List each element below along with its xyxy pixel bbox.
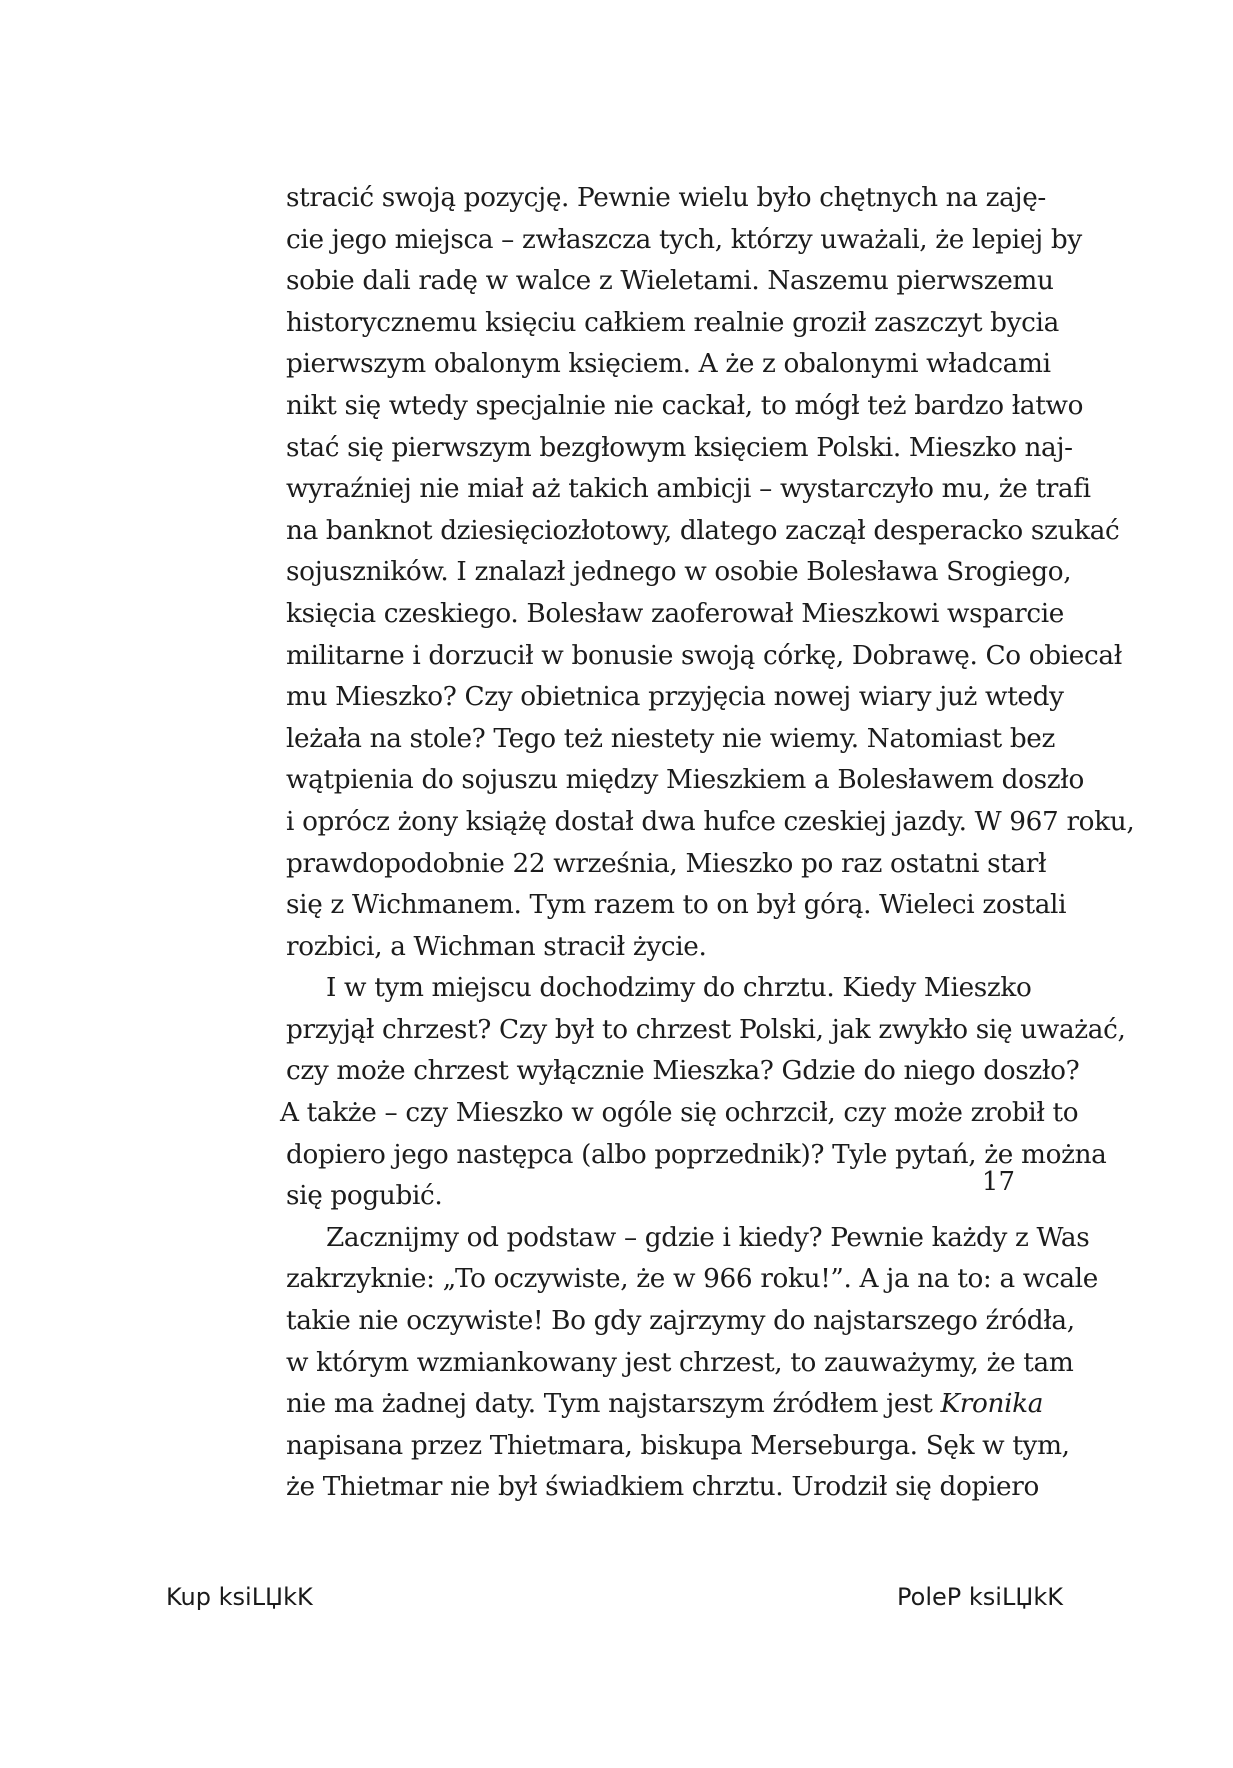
text-line: i oprócz żony książę dostał dwa hufce czeskiej jazdy. W 967 roku, xyxy=(286,806,1135,837)
text-line: pierwszym obalonym księciem. A że z obalonymi władcami xyxy=(286,349,1051,380)
text-line: w którym wzmiankowany jest chrzest, to zauważymy, że tam xyxy=(286,1347,1074,1378)
text-line: czy może chrzest wyłącznie Mieszka? Gdzie do niego doszło? xyxy=(286,1056,1080,1087)
text-line: nikt się wtedy specjalnie nie cackał, to mógł też bardzo łatwo xyxy=(286,390,1084,421)
page-number: 17 xyxy=(981,1167,1015,1197)
text-line: księcia czeskiego. Bolesław zaoferował Mieszkowi wsparcie xyxy=(286,598,1065,629)
text-line: leżała na stole? Tego też niestety nie wiemy. Natomiast bez xyxy=(286,723,1056,754)
text-line: rozbici, a Wichman stracił życie. xyxy=(286,931,707,962)
text-line: się z Wichmanem. Tym razem to on był górą. Wieleci zostali xyxy=(286,890,1067,921)
text-line: prawdopodobnie 22 września, Mieszko po raz ostatni starł xyxy=(286,848,1047,879)
text-line: stać się pierwszym bezgłowym księciem Polski. Mieszko naj- xyxy=(286,432,1073,463)
text-line: stracić swoją pozycję. Pewnie wielu było chętnych na zaję- xyxy=(286,183,1046,213)
text-line: wyraźniej nie miał aż takich ambicji – wystarczyło mu, że trafi xyxy=(286,474,1091,505)
text-line: takie nie oczywiste! Bo gdy zajrzymy do najstarszego źródła, xyxy=(286,1306,1075,1337)
text-line: napisana przez Thietmara, biskupa Merseburga. Sęk w tym, xyxy=(286,1430,1070,1461)
text-line: historycznemu księciu całkiem realnie groził zaszczyt bycia xyxy=(286,307,1059,338)
text-line: że Thietmar nie był świadkiem chrztu. Urodził się dopiero xyxy=(286,1472,1039,1503)
text-line: cie jego miejsca – zwłaszcza tych, którzy uważali, że lepiej by xyxy=(286,224,1082,255)
text-line: mu Mieszko? Czy obietnica przyjęcia nowej wiary już wtedy xyxy=(286,682,1064,713)
text-line: militarne i dorzucił w bonusie swoją córkę, Dobrawę. Co obiecał xyxy=(286,640,1122,671)
text-line: sobie dali radę w walce z Wieletami. Naszemu pierwszemu xyxy=(286,266,1054,297)
buy-book-link[interactable]: Kup ksiLЏkK xyxy=(166,1583,313,1611)
text-line: na banknot dziesięciozłotowy, dlatego zaczął desperacko szukać xyxy=(286,515,1120,546)
text-line: zakrzyknie: „To oczywiste, że w 966 roku!”. A ja na to: a wcale xyxy=(286,1264,1098,1295)
text-line: A także – czy Mieszko w ogóle się ochrzcił, czy może zrobił to xyxy=(280,1098,1079,1129)
text-line: przyjął chrzest? Czy był to chrzest Polski, jak zwykło się uważać, xyxy=(286,1014,1126,1045)
book-title: Kronika xyxy=(940,1389,1044,1420)
text-line: się pogubić. xyxy=(286,1181,443,1212)
recommend-book-link[interactable]: PoleP ksiLЏkK xyxy=(897,1583,1063,1611)
text-line: sojuszników. I znalazł jednego w osobie Bolesława Srogiego, xyxy=(286,557,1072,588)
text-line: I w tym miejscu dochodzimy do chrztu. Kiedy Mieszko xyxy=(326,973,1032,1004)
text-line: Zacznijmy od podstaw – gdzie i kiedy? Pewnie każdy z Was xyxy=(326,1222,1090,1253)
text-line: dopiero jego następca (albo poprzednik)? Tyle pytań, że można xyxy=(286,1139,1107,1170)
text-line: wątpienia do sojuszu między Mieszkiem a Bolesławem doszło xyxy=(286,765,1084,796)
body-text xyxy=(280,178,1135,1509)
text-line: nie ma żadnej daty. Tym najstarszym źródłem jest Kronika xyxy=(286,1389,1044,1420)
